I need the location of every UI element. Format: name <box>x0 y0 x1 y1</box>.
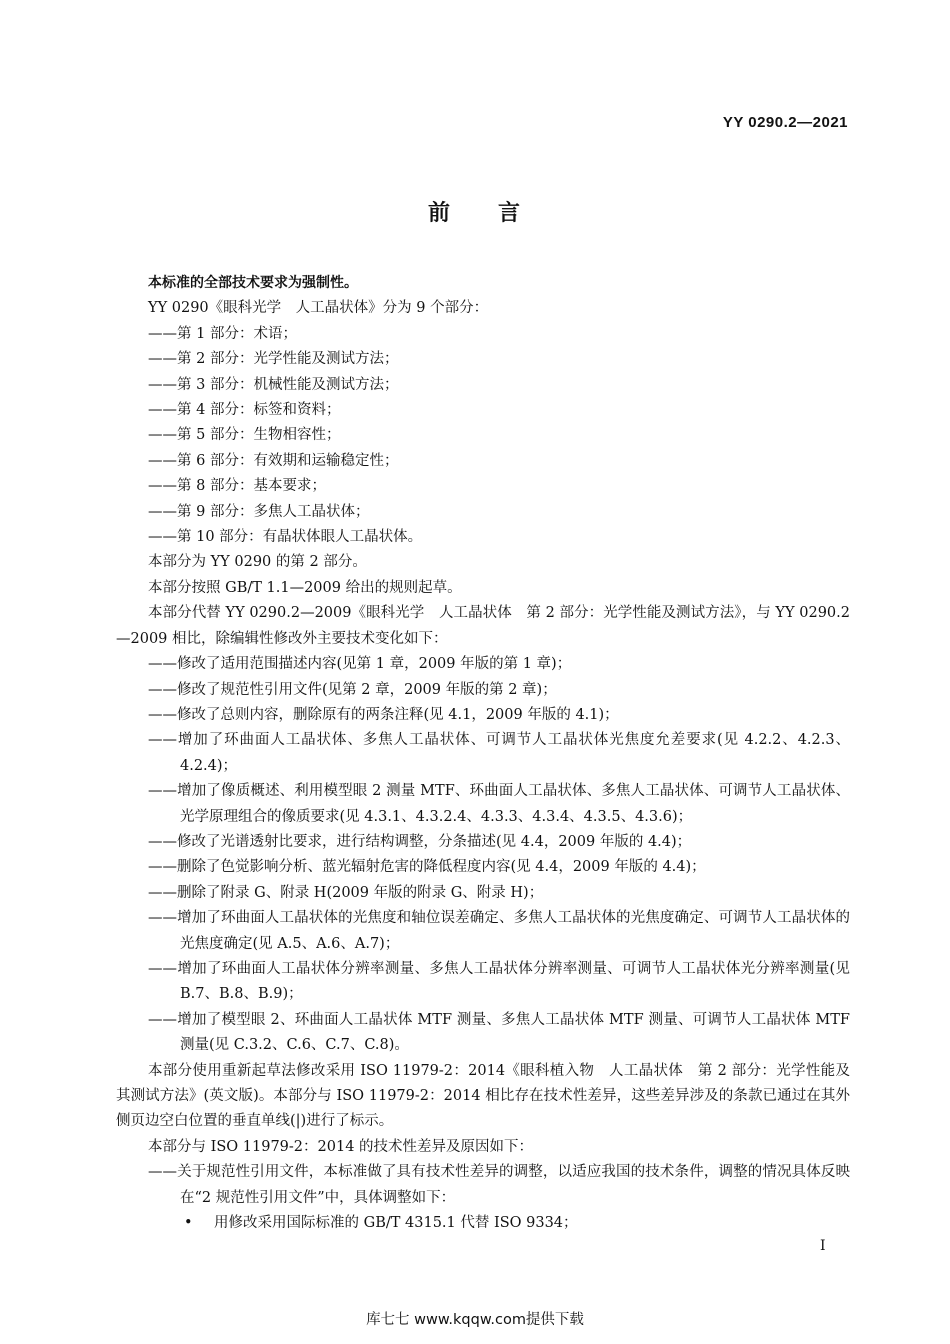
mandatory-statement: 本标准的全部技术要求为强制性。 <box>148 275 358 291</box>
part-list-item: ——第 3 部分：机械性能及测试方法； <box>148 376 399 393</box>
document-body <box>116 271 850 1236</box>
page-title <box>0 196 950 227</box>
part-list-item: ——第 1 部分：术语； <box>148 325 297 342</box>
part-list-item: ——第 6 部分：有效期和运输稳定性； <box>148 452 399 469</box>
change-item: ——增加了模型眼 2、环曲面人工晶状体 MTF 测量、多焦人工晶状体 MTF 测量、可调节人工晶状体 MTF 测量(见 C.3.2、C.6、C.7、C.8)。 <box>148 1011 850 1054</box>
change-item: ——修改了总则内容，删除原有的两条注释(见 4.1，2009 年版的 4.1)； <box>148 706 619 723</box>
iso-adoption: 本部分使用重新起草法修改采用 ISO 11979-2：2014《眼科植入物 人工晶状体 第 2 部分：光学性能及其测试方法》(英文版)。本部分与 ISO 11979-2：2014 相比存在技术性差异，这些差异涉及的条款已通过在其外侧页边空白位置的垂直单线(|)进行了标示。 <box>116 1062 850 1130</box>
part-list-item: ——第 5 部分：生物相容性； <box>148 427 341 444</box>
change-item: ——删除了色觉影响分析、蓝光辐射危害的降低程度内容(见 4.4，2009 年版的 4.4)； <box>148 859 706 876</box>
difference-item: ——关于规范性引用文件，本标准做了具有技术性差异的调整，以适应我国的技术条件，调整的情况具体反映在“2 规范性引用文件”中，具体调整如下： <box>148 1164 850 1206</box>
part-list-item: ——第 9 部分：多焦人工晶状体； <box>148 503 370 520</box>
replacement-statement: 本部分代替 YY 0290.2—2009《眼科光学 人工晶状体 第 2 部分：光学性能及测试方法》，与 YY 0290.2—2009 相比，除编辑性修改外主要技术变化如下： <box>116 605 850 647</box>
footer-watermark: 库七七 www.kqqw.com提供下载 <box>366 1312 584 1328</box>
technical-differences-intro: 本部分与 ISO 11979-2：2014 的技术性差异及原因如下： <box>148 1138 534 1155</box>
change-item: ——增加了环曲面人工晶状体的光焦度和轴位误差确定、多焦人工晶状体的光焦度确定、可调节人工晶状体的光焦度确定(见 A.5、A.6、A.7)； <box>148 910 850 952</box>
change-item: ——增加了环曲面人工晶状体分辨率测量、多焦人工晶状体分辨率测量、可调节人工晶状体光分辨率测量(见 B.7、B.8、B.9)； <box>148 960 850 1003</box>
page-number: I <box>820 1238 826 1254</box>
change-item: ——修改了光谱透射比要求，进行结构调整，分条描述(见 4.4，2009 年版的 4.4)； <box>148 833 692 850</box>
change-item: ——增加了环曲面人工晶状体、多焦人工晶状体、可调节人工晶状体光焦度允差要求(见 4.2.2、4.2.3、4.2.4)； <box>148 732 850 774</box>
bullet-icon: • <box>184 1215 193 1232</box>
title-char-1: 前 <box>427 201 452 226</box>
drafting-rules: 本部分按照 GB/T 1.1—2009 给出的规则起草。 <box>148 579 462 596</box>
part-statement: 本部分为 YY 0290 的第 2 部分。 <box>148 554 367 571</box>
part-list-item: ——第 8 部分：基本要求； <box>148 478 326 495</box>
bullet-text: 用修改采用国际标准的 GB/T 4315.1 代替 ISO 9334； <box>214 1215 578 1232</box>
title-char-2: 言 <box>498 201 523 226</box>
part-list-item: ——第 2 部分：光学性能及测试方法； <box>148 351 399 368</box>
standard-code: YY 0290.2—2021 <box>722 114 848 131</box>
change-item: ——删除了附录 G、附录 H(2009 年版的附录 G、附录 H)； <box>148 884 544 901</box>
part-list-item: ——第 4 部分：标签和资料； <box>148 402 341 419</box>
series-intro: YY 0290《眼科光学 人工晶状体》分为 9 个部分： <box>148 300 489 317</box>
bullet-item <box>116 1211 850 1236</box>
part-list-item: ——第 10 部分：有晶状体眼人工晶状体。 <box>148 529 423 546</box>
change-item: ——修改了适用范围描述内容(见第 1 章，2009 年版的第 1 章)； <box>148 656 572 673</box>
change-item: ——修改了规范性引用文件(见第 2 章，2009 年版的第 2 章)； <box>148 681 557 698</box>
change-item: ——增加了像质概述、利用模型眼 2 测量 MTF、环曲面人工晶状体、多焦人工晶状体、可调节人工晶状体、光学原理组合的像质要求(见 4.3.1、4.3.2.4、4.3.3、4.3.4、4.3.5、4.3.6)； <box>148 783 850 825</box>
